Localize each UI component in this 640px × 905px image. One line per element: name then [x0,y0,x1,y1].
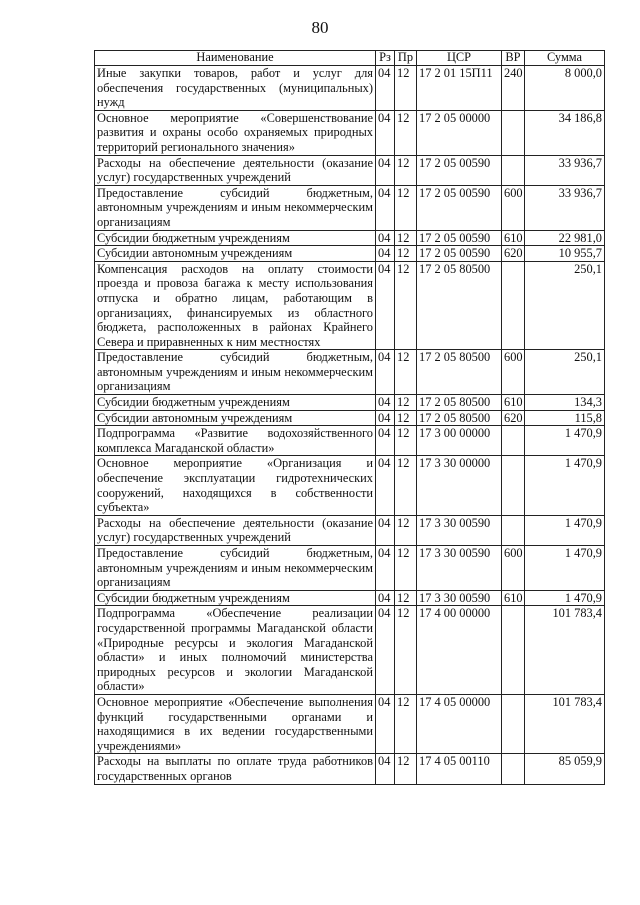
cell-name: Расходы на обеспечение деятельности (оказание услуг) государственных учреждений [95,515,376,545]
cell-vr [502,515,525,545]
cell-vr [502,155,525,185]
cell-vr [502,110,525,155]
cell-vr [502,694,525,753]
table-row [95,230,605,246]
cell-vr: 600 [502,185,525,230]
cell-rz: 04 [376,546,395,591]
cell-sum: 250,1 [525,350,605,395]
cell-rz: 04 [376,515,395,545]
cell-name: Расходы на обеспечение деятельности (оказание услуг) государственных учреждений [95,155,376,185]
cell-pr: 12 [395,754,417,784]
cell-pr: 12 [395,694,417,753]
cell-csr: 17 2 05 00590 [417,185,502,230]
cell-vr [502,606,525,695]
table-row [95,261,605,350]
cell-sum: 22 981,0 [525,230,605,246]
column-header-sum: Сумма [525,51,605,66]
cell-rz: 04 [376,754,395,784]
cell-sum: 1 470,9 [525,456,605,515]
cell-sum: 34 186,8 [525,110,605,155]
cell-name: Основное мероприятие «Совершенствование развития и охраны особо охраняемых природных территорий регионального значения» [95,110,376,155]
cell-sum: 134,3 [525,395,605,411]
cell-csr: 17 3 30 00590 [417,515,502,545]
cell-rz: 04 [376,694,395,753]
cell-sum: 1 470,9 [525,546,605,591]
cell-vr [502,456,525,515]
cell-pr: 12 [395,426,417,456]
cell-csr: 17 2 05 80500 [417,350,502,395]
cell-name: Субсидии автономным учреждениям [95,410,376,426]
table-row [95,590,605,606]
cell-rz: 04 [376,110,395,155]
cell-sum: 1 470,9 [525,426,605,456]
cell-vr: 620 [502,410,525,426]
cell-vr: 610 [502,590,525,606]
cell-csr: 17 2 05 80500 [417,395,502,411]
cell-pr: 12 [395,261,417,350]
cell-pr: 12 [395,590,417,606]
cell-rz: 04 [376,410,395,426]
cell-rz: 04 [376,456,395,515]
cell-vr: 620 [502,246,525,262]
cell-csr: 17 2 05 80500 [417,261,502,350]
cell-sum: 85 059,9 [525,754,605,784]
cell-rz: 04 [376,230,395,246]
cell-rz: 04 [376,590,395,606]
cell-csr: 17 2 05 00000 [417,110,502,155]
cell-pr: 12 [395,66,417,111]
cell-rz: 04 [376,606,395,695]
cell-csr: 17 2 05 80500 [417,410,502,426]
cell-sum: 8 000,0 [525,66,605,111]
table-body [95,66,605,785]
cell-csr: 17 4 05 00110 [417,754,502,784]
cell-pr: 12 [395,185,417,230]
cell-name: Предоставление субсидий бюджетным, автономным учреждениям и иным некоммерческим организациям [95,350,376,395]
table-row [95,155,605,185]
table-row [95,246,605,262]
column-header-rz: Рз [376,51,395,66]
table-row [95,350,605,395]
table-row [95,606,605,695]
table-row [95,395,605,411]
cell-pr: 12 [395,155,417,185]
cell-pr: 12 [395,395,417,411]
cell-name: Основное мероприятие «Организация и обеспечение эксплуатации гидротехнических сооружений, находящихся в собственности субъекта» [95,456,376,515]
cell-vr: 600 [502,350,525,395]
page-number: 80 [311,18,329,37]
table-row [95,456,605,515]
cell-rz: 04 [376,395,395,411]
cell-csr: 17 4 00 00000 [417,606,502,695]
cell-name: Компенсация расходов на оплату стоимости проезда и провоза багажа к месту использования отпуска и обратно лицам, работающим в организациях, финансируемых из областного бюджета, расположенных в районах Крайнего Севера и приравненных к ним местностях [95,261,376,350]
budget-table [94,50,605,785]
column-header-pr: Пр [395,51,417,66]
cell-vr [502,426,525,456]
cell-rz: 04 [376,155,395,185]
cell-csr: 17 2 05 00590 [417,246,502,262]
cell-sum: 33 936,7 [525,155,605,185]
cell-name: Субсидии бюджетным учреждениям [95,395,376,411]
cell-name: Основное мероприятие «Обеспечение выполнения функций государственными органами и находящимися в их ведении государственными учреждениями» [95,694,376,753]
cell-vr [502,261,525,350]
cell-sum: 101 783,4 [525,694,605,753]
table-row [95,185,605,230]
cell-vr: 600 [502,546,525,591]
cell-sum: 250,1 [525,261,605,350]
cell-rz: 04 [376,185,395,230]
cell-name: Подпрограмма «Развитие водохозяйственного комплекса Магаданской области» [95,426,376,456]
table-header-row [95,51,605,66]
cell-csr: 17 3 30 00590 [417,590,502,606]
cell-pr: 12 [395,606,417,695]
cell-sum: 1 470,9 [525,515,605,545]
cell-sum: 33 936,7 [525,185,605,230]
column-header-csr: ЦСР [417,51,502,66]
cell-sum: 1 470,9 [525,590,605,606]
cell-csr: 17 2 05 00590 [417,230,502,246]
table-row [95,754,605,784]
cell-rz: 04 [376,261,395,350]
cell-name: Субсидии бюджетным учреждениям [95,590,376,606]
cell-pr: 12 [395,350,417,395]
cell-pr: 12 [395,110,417,155]
column-header-vr: ВР [502,51,525,66]
cell-name: Субсидии автономным учреждениям [95,246,376,262]
cell-rz: 04 [376,426,395,456]
cell-vr: 610 [502,230,525,246]
cell-pr: 12 [395,546,417,591]
cell-pr: 12 [395,230,417,246]
cell-rz: 04 [376,350,395,395]
table-row [95,426,605,456]
cell-name: Подпрограмма «Обеспечение реализации государственной программы Магаданской области «Природные ресурсы и экология Магаданской области» и иных полномочий министерства природных ресурсов и экологии Магаданской области» [95,606,376,695]
table-row [95,515,605,545]
cell-name: Предоставление субсидий бюджетным, автономным учреждениям и иным некоммерческим организациям [95,185,376,230]
cell-sum: 115,8 [525,410,605,426]
table-row [95,110,605,155]
cell-name: Иные закупки товаров, работ и услуг для обеспечения государственных (муниципальных) нужд [95,66,376,111]
cell-sum: 101 783,4 [525,606,605,695]
cell-csr: 17 3 30 00000 [417,456,502,515]
cell-pr: 12 [395,515,417,545]
table-row [95,66,605,111]
table-row [95,410,605,426]
table-row [95,546,605,591]
cell-name: Субсидии бюджетным учреждениям [95,230,376,246]
cell-vr [502,754,525,784]
cell-csr: 17 3 00 00000 [417,426,502,456]
cell-rz: 04 [376,246,395,262]
table-row [95,694,605,753]
cell-csr: 17 3 30 00590 [417,546,502,591]
cell-name: Расходы на выплаты по оплате труда работников государственных органов [95,754,376,784]
cell-csr: 17 4 05 00000 [417,694,502,753]
cell-pr: 12 [395,410,417,426]
cell-csr: 17 2 05 00590 [417,155,502,185]
cell-name: Предоставление субсидий бюджетным, автономным учреждениям и иным некоммерческим организациям [95,546,376,591]
cell-pr: 12 [395,246,417,262]
cell-rz: 04 [376,66,395,111]
cell-csr: 17 2 01 15П11 [417,66,502,111]
column-header-name: Наименование [95,51,376,66]
cell-sum: 10 955,7 [525,246,605,262]
cell-vr: 240 [502,66,525,111]
cell-vr: 610 [502,395,525,411]
cell-pr: 12 [395,456,417,515]
